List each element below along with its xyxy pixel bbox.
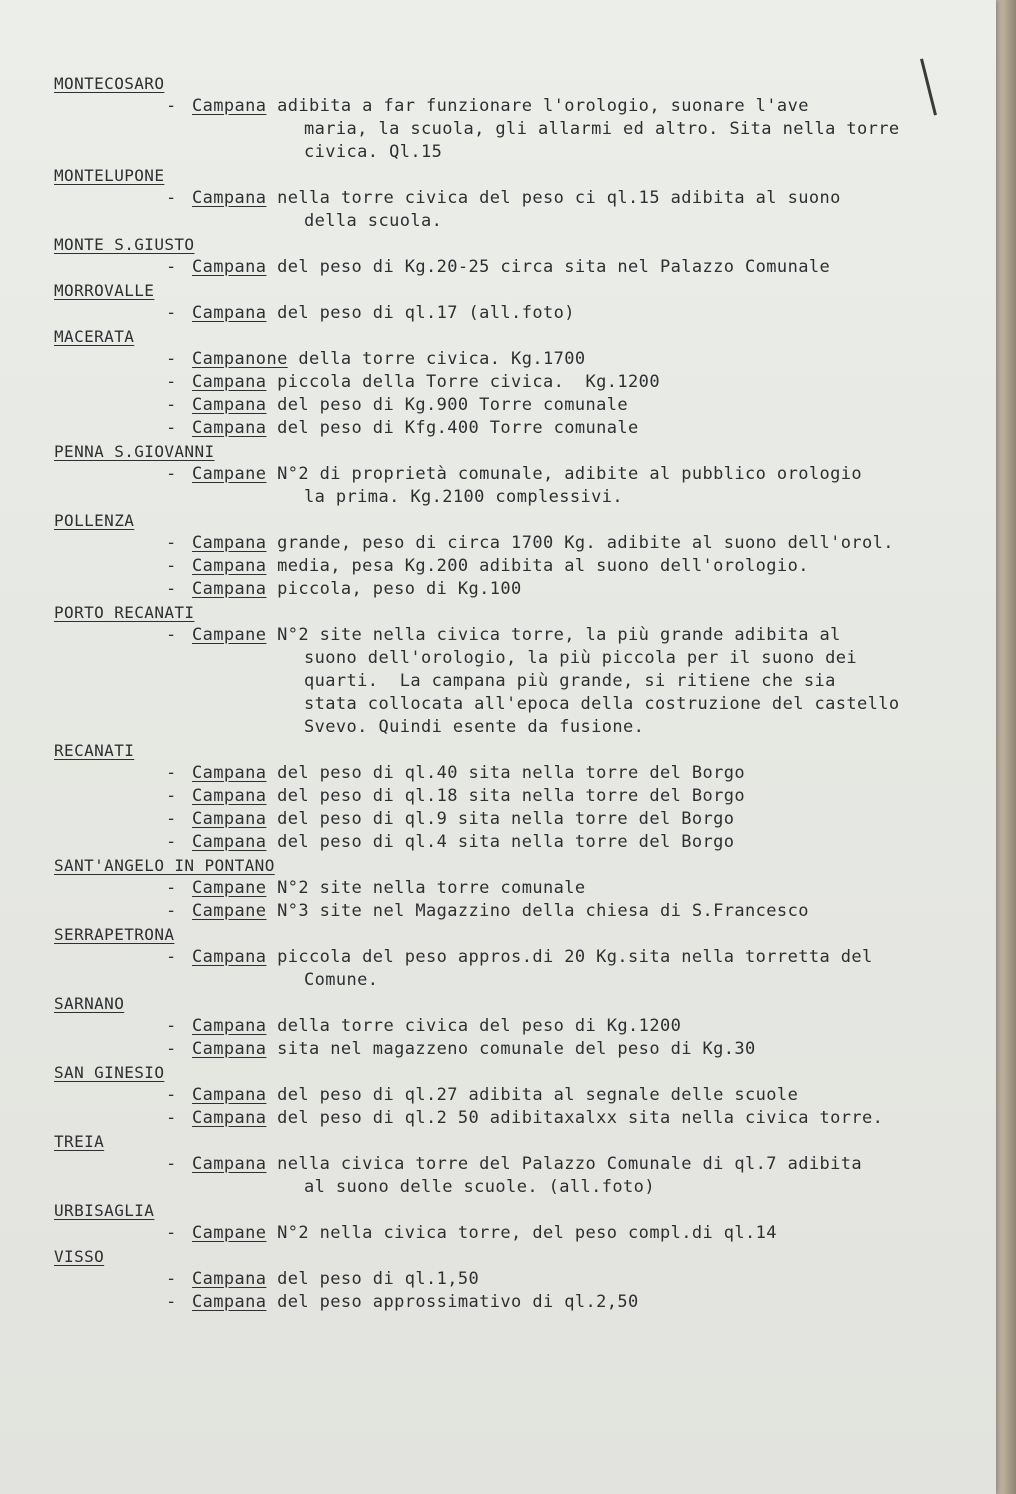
list-dash: - (166, 878, 177, 898)
bell-keyword: Campana (192, 556, 267, 576)
bell-entry-line (166, 256, 1004, 279)
town-block (54, 1245, 1004, 1314)
town-heading (54, 72, 1004, 95)
bell-description: nella civica torre del Palazzo Comunale di ql.7 adibita (277, 1154, 863, 1174)
town-name: POLLENZA (54, 511, 135, 530)
bell-entry (54, 256, 1004, 279)
town-block (54, 1199, 1004, 1245)
bell-entry-line (166, 1107, 1004, 1130)
list-dash: - (166, 1154, 177, 1174)
bell-keyword: Campana (192, 533, 267, 553)
bell-description: del peso di ql.9 sita nella torre del Borgo (277, 809, 735, 829)
town-block (54, 325, 1004, 440)
list-dash: - (166, 556, 177, 576)
town-name: RECANATI (54, 741, 135, 760)
bell-keyword: Campana (192, 1269, 267, 1289)
bell-entry (54, 1038, 1004, 1061)
bell-description: N°2 nella civica torre, del peso compl.di ql.14 (277, 1223, 777, 1243)
bell-description-continuation: quarti. La campana più grande, si ritiene che sia (304, 671, 836, 691)
bell-entry-line (166, 1038, 1004, 1061)
town-heading (54, 164, 1004, 187)
bell-inventory-list (54, 72, 1004, 1314)
bell-keyword: Campane (192, 1223, 267, 1243)
bell-entry-line (166, 785, 1004, 808)
list-dash: - (166, 901, 177, 921)
bell-description: piccola della Torre civica. Kg.1200 (277, 372, 660, 392)
bell-entry-line (166, 302, 1004, 325)
list-dash: - (166, 395, 177, 415)
bell-description: del peso di ql.1,50 (277, 1269, 480, 1289)
bell-entry (54, 831, 1004, 854)
bell-description: N°2 site nella torre comunale (277, 878, 586, 898)
bell-keyword: Campana (192, 188, 267, 208)
bell-entry (54, 394, 1004, 417)
town-block (54, 1130, 1004, 1199)
bell-description: della torre civica del peso di Kg.1200 (277, 1016, 682, 1036)
bell-entry-line (166, 877, 1004, 900)
bell-entry (54, 1291, 1004, 1314)
town-name: MORROVALLE (54, 281, 155, 300)
list-dash: - (166, 1292, 177, 1312)
list-dash: - (166, 303, 177, 323)
bell-entry (54, 302, 1004, 325)
bell-entry-line (166, 95, 1004, 118)
bell-entry (54, 1268, 1004, 1291)
town-block (54, 509, 1004, 601)
list-dash: - (166, 349, 177, 369)
town-heading (54, 233, 1004, 256)
bell-description: del peso di ql.2 50 adibitaxalxx sita nella civica torre. (277, 1108, 884, 1128)
bell-entry-line (166, 1153, 1004, 1176)
bell-keyword: Campane (192, 901, 267, 921)
bell-keyword: Campane (192, 625, 267, 645)
bell-keyword: Campana (192, 372, 267, 392)
town-block (54, 992, 1004, 1061)
bell-entry (54, 808, 1004, 831)
town-heading (54, 325, 1004, 348)
bell-description: del peso di ql.27 adibita al segnale delle scuole (277, 1085, 799, 1105)
town-heading (54, 601, 1004, 624)
list-dash: - (166, 418, 177, 438)
bell-description-continuation: la prima. Kg.2100 complessivi. (304, 487, 624, 507)
bell-keyword: Campana (192, 303, 267, 323)
bell-description: della torre civica. Kg.1700 (298, 349, 586, 369)
bell-entry-line (166, 1084, 1004, 1107)
bell-entry-line (166, 417, 1004, 440)
town-block (54, 1061, 1004, 1130)
bell-keyword: Campana (192, 1039, 267, 1059)
town-name: URBISAGLIA (54, 1201, 155, 1220)
bell-description: del peso di Kg.900 Torre comunale (277, 395, 629, 415)
bell-entry-line (166, 371, 1004, 394)
town-heading (54, 279, 1004, 302)
list-dash: - (166, 96, 177, 116)
list-dash: - (166, 947, 177, 967)
list-dash: - (166, 625, 177, 645)
town-heading (54, 1130, 1004, 1153)
list-dash: - (166, 1039, 177, 1059)
town-block (54, 440, 1004, 509)
bell-keyword: Campana (192, 1085, 267, 1105)
bell-keyword: Campana (192, 1016, 267, 1036)
bell-keyword: Campana (192, 947, 267, 967)
bell-keyword: Campana (192, 579, 267, 599)
bell-description: N°3 site nel Magazzino della chiesa di S.Francesco (277, 901, 809, 921)
bell-description-continuation: maria, la scuola, gli allarmi ed altro. Sita nella torre (304, 119, 900, 139)
list-dash: - (166, 1269, 177, 1289)
bell-entry-line (166, 900, 1004, 923)
town-name: VISSO (54, 1247, 105, 1266)
bell-keyword: Campana (192, 395, 267, 415)
bell-description-continuation: suono dell'orologio, la più piccola per il suono dei (304, 648, 858, 668)
bell-description: del peso di ql.18 sita nella torre del Borgo (277, 786, 746, 806)
bell-description: del peso di ql.4 sita nella torre del Borgo (277, 832, 735, 852)
town-block (54, 164, 1004, 233)
town-name: MONTECOSARO (54, 74, 165, 93)
town-name: PENNA S.GIOVANNI (54, 442, 215, 461)
town-heading (54, 992, 1004, 1015)
list-dash: - (166, 257, 177, 277)
bell-description-continuation: al suono delle scuole. (all.foto) (304, 1177, 655, 1197)
list-dash: - (166, 579, 177, 599)
bell-entry-line (166, 463, 1004, 486)
bell-entry-line (166, 1291, 1004, 1314)
bell-description: grande, peso di circa 1700 Kg. adibite al suono dell'orol. (277, 533, 894, 553)
bell-entry (54, 463, 1004, 509)
list-dash: - (166, 809, 177, 829)
bell-entry-line (166, 1268, 1004, 1291)
bell-keyword: Campana (192, 786, 267, 806)
bell-description: N°2 site nella civica torre, la più grande adibita al (277, 625, 841, 645)
list-dash: - (166, 188, 177, 208)
bell-entry-line (166, 1015, 1004, 1038)
bell-entry (54, 877, 1004, 900)
bell-entry (54, 1107, 1004, 1130)
town-heading (54, 854, 1004, 877)
town-block (54, 233, 1004, 279)
bell-description: del peso di Kfg.400 Torre comunale (277, 418, 639, 438)
bell-description: del peso approssimativo di ql.2,50 (277, 1292, 639, 1312)
town-block (54, 739, 1004, 854)
town-heading (54, 509, 1004, 532)
bell-description-continuation: della scuola. (304, 211, 443, 231)
bell-description-continuation: Svevo. Quindi esente da fusione. (304, 717, 645, 737)
bell-entry (54, 1084, 1004, 1107)
list-dash: - (166, 1223, 177, 1243)
list-dash: - (166, 1085, 177, 1105)
bell-keyword: Campanone (192, 349, 288, 369)
town-name: SAN GINESIO (54, 1063, 165, 1082)
bell-keyword: Campana (192, 96, 267, 116)
bell-description: N°2 di proprietà comunale, adibite al pubblico orologio (277, 464, 863, 484)
bell-entry (54, 785, 1004, 808)
bell-entry-line (166, 187, 1004, 210)
bell-entry-line (166, 1222, 1004, 1245)
bell-description: del peso di ql.40 sita nella torre del Borgo (277, 763, 746, 783)
bell-entry (54, 371, 1004, 394)
list-dash: - (166, 1016, 177, 1036)
bell-entry-line (166, 808, 1004, 831)
town-heading (54, 1245, 1004, 1268)
bell-entry-line (166, 394, 1004, 417)
town-heading (54, 739, 1004, 762)
bell-keyword: Campane (192, 878, 267, 898)
bell-entry-line (166, 555, 1004, 578)
bell-entry (54, 1015, 1004, 1038)
bell-keyword: Campana (192, 257, 267, 277)
town-name: PORTO RECANATI (54, 603, 195, 622)
list-dash: - (166, 533, 177, 553)
town-block (54, 279, 1004, 325)
town-heading (54, 1061, 1004, 1084)
list-dash: - (166, 832, 177, 852)
town-block (54, 923, 1004, 992)
bell-entry-line (166, 946, 1004, 969)
town-name: SARNANO (54, 994, 125, 1013)
bell-description: del peso di ql.17 (all.foto) (277, 303, 575, 323)
list-dash: - (166, 464, 177, 484)
bell-entry-line (166, 348, 1004, 371)
list-dash: - (166, 786, 177, 806)
bell-entry (54, 578, 1004, 601)
bell-entry (54, 762, 1004, 785)
town-name: SANT'ANGELO IN PONTANO (54, 856, 275, 875)
bell-keyword: Campana (192, 809, 267, 829)
bell-entry-line (166, 762, 1004, 785)
bell-keyword: Campana (192, 832, 267, 852)
bell-entry (54, 417, 1004, 440)
list-dash: - (166, 372, 177, 392)
bell-description-continuation: Comune. (304, 970, 379, 990)
bell-description: piccola, peso di Kg.100 (277, 579, 522, 599)
town-name: MONTE S.GIUSTO (54, 235, 195, 254)
town-heading (54, 440, 1004, 463)
town-block (54, 72, 1004, 164)
bell-entry (54, 348, 1004, 371)
bell-entry (54, 946, 1004, 992)
bell-entry-line (166, 532, 1004, 555)
town-heading (54, 1199, 1004, 1222)
town-block (54, 601, 1004, 739)
town-heading (54, 923, 1004, 946)
bell-entry (54, 1222, 1004, 1245)
bell-description: del peso di Kg.20-25 circa sita nel Palazzo Comunale (277, 257, 831, 277)
bell-keyword: Campana (192, 763, 267, 783)
bell-keyword: Campana (192, 418, 267, 438)
bell-entry (54, 1153, 1004, 1199)
bell-keyword: Campana (192, 1292, 267, 1312)
town-block (54, 854, 1004, 923)
bell-description-continuation: civica. Ql.15 (304, 142, 443, 162)
bell-entry (54, 555, 1004, 578)
bell-entry (54, 532, 1004, 555)
bell-description: adibita a far funzionare l'orologio, suonare l'ave (277, 96, 809, 116)
bell-keyword: Campana (192, 1154, 267, 1174)
bell-entry (54, 900, 1004, 923)
town-name: TREIA (54, 1132, 105, 1151)
bell-entry-line (166, 624, 1004, 647)
bell-description: sita nel magazzeno comunale del peso di Kg.30 (277, 1039, 756, 1059)
bell-keyword: Campana (192, 1108, 267, 1128)
bell-entry (54, 187, 1004, 233)
bell-description: media, pesa Kg.200 adibita al suono dell'orologio. (277, 556, 809, 576)
bell-entry (54, 95, 1004, 164)
town-name: MACERATA (54, 327, 135, 346)
bell-description: piccola del peso appros.di 20 Kg.sita nella torretta del (277, 947, 873, 967)
list-dash: - (166, 1108, 177, 1128)
bell-entry-line (166, 578, 1004, 601)
bell-keyword: Campane (192, 464, 267, 484)
bell-description-continuation: stata collocata all'epoca della costruzione del castello (304, 694, 900, 714)
town-name: MONTELUPONE (54, 166, 165, 185)
town-name: SERRAPETRONA (54, 925, 175, 944)
bell-description: nella torre civica del peso ci ql.15 adibita al suono (277, 188, 841, 208)
list-dash: - (166, 763, 177, 783)
bell-entry (54, 624, 1004, 739)
bell-entry-line (166, 831, 1004, 854)
